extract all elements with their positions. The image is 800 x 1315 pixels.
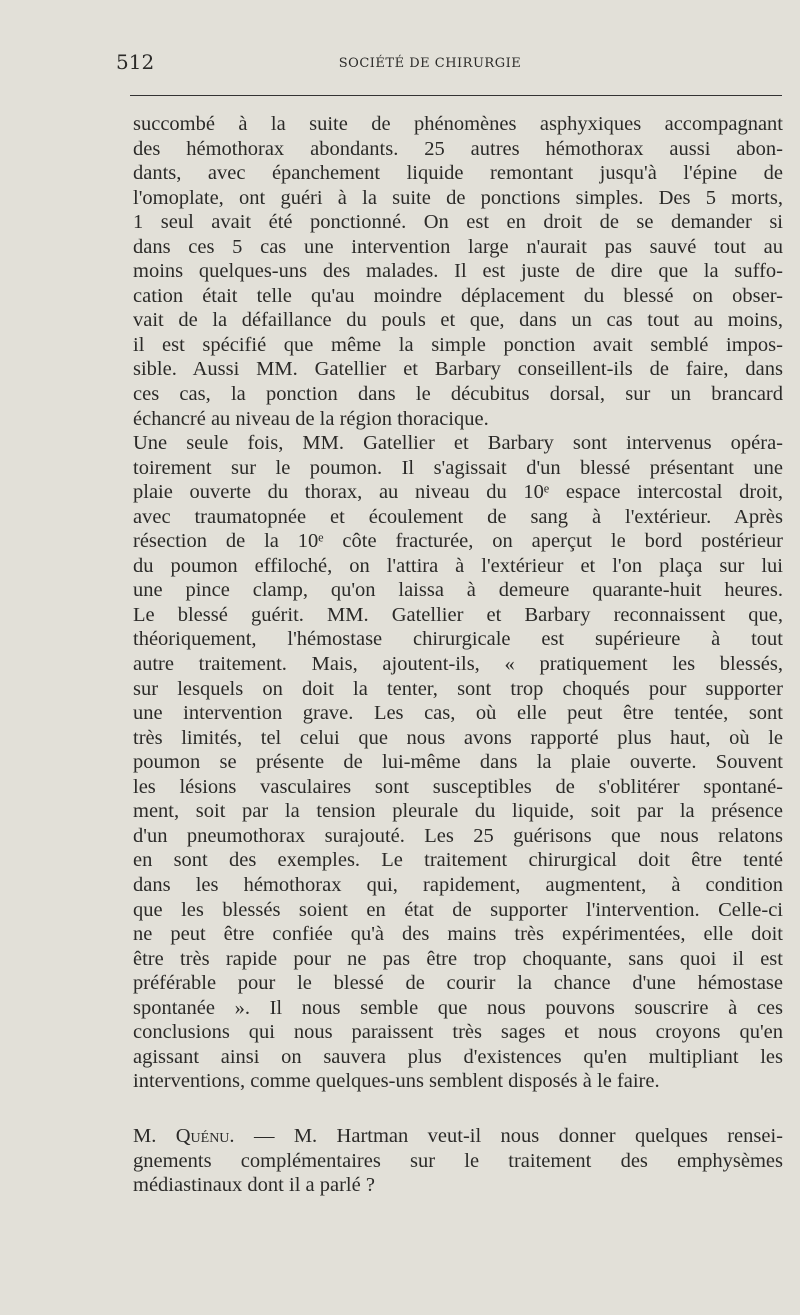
body-text xyxy=(133,112,783,1094)
text-line: préférable pour le blessé de courir la chance d'une hémostase xyxy=(133,972,783,995)
text-line: être très rapide pour ne pas être trop choquante, sans quoi il est xyxy=(133,947,783,970)
text-line: les lésions vasculaires sont susceptibles de s'oblitérer spontané- xyxy=(133,775,783,798)
text-line: succombé à la suite de phénomènes asphyxiques accompagnant xyxy=(133,113,783,135)
text-line: spontanée ». Il nous semble que nous pouvons souscrire à ces xyxy=(133,996,783,1019)
text-line: sible. Aussi MM. Gatellier et Barbary conseillent-ils de faire, dans xyxy=(133,358,783,381)
speaker-name: M. Quénu. xyxy=(133,1125,235,1147)
text-line: il est spécifié que même la simple ponction avait semblé impos- xyxy=(133,333,783,356)
text-line: ne peut être confiée qu'à des mains très expérimentées, elle doit xyxy=(133,923,783,946)
text-line: Le blessé guérit. MM. Gatellier et Barbary reconnaissent que, xyxy=(133,603,783,626)
text-line: des hémothorax abondants. 25 autres hémothorax aussi abon- xyxy=(133,137,783,160)
text-line: conclusions qui nous paraissent très sages et nous croyons qu'en xyxy=(133,1021,783,1044)
running-title: SOCIÉTÉ DE CHIRURGIE xyxy=(338,56,522,71)
text-line: cation était telle qu'au moindre déplacement du blessé on obser- xyxy=(133,284,783,307)
text-line: sur lesquels on doit la tenter, sont trop choqués pour supporter xyxy=(133,677,783,700)
text-line: d'un pneumothorax surajouté. Les 25 guérisons que nous relatons xyxy=(133,824,783,847)
text-line: en sont des exemples. Le traitement chirurgical doit être tenté xyxy=(133,849,783,872)
text-line: l'omoplate, ont guéri à la suite de ponctions simples. Des 5 morts, xyxy=(133,186,783,209)
text-line: interventions, comme quelques-uns semblent disposés à le faire. xyxy=(133,1070,660,1093)
text-line: vait de la défaillance du pouls et que, dans un cas tout au moins, xyxy=(133,309,783,332)
text-line: très limités, tel celui que nous avons rapporté plus haut, où le xyxy=(133,726,783,749)
text-line: échancré au niveau de la région thoracique. xyxy=(133,407,489,430)
text-line: avec traumatopnée et écoulement de sang à l'extérieur. Après xyxy=(133,505,783,528)
text-line: dants, avec épanchement liquide remontant jusqu'à l'épine de xyxy=(133,162,783,185)
text-line: résection de la 10ᵉ côte fracturée, on aperçut le bord postérieur xyxy=(133,530,783,553)
text-line: toirement sur le poumon. Il s'agissait d'un blessé présentant une xyxy=(133,456,783,479)
text-line: ces cas, la ponction dans le décubitus dorsal, sur un brancard xyxy=(133,383,783,406)
text-line: une pince clamp, qu'on laissa à demeure quarante-huit heures. xyxy=(133,579,783,602)
text-line-content: — M. Hartman veut-il nous donner quelques rensei- xyxy=(234,1125,784,1147)
text-line: agissant ainsi on sauvera plus d'existences qu'en multipliant les xyxy=(133,1045,783,1068)
text-line: moins quelques-uns des malades. Il est juste de dire que la suffo- xyxy=(133,260,783,283)
text-line: autre traitement. Mais, ajoutent-ils, « pratiquement les blessés, xyxy=(133,653,783,676)
page-number: 512 xyxy=(116,50,155,74)
discussion-paragraph xyxy=(133,1124,783,1198)
text-line: dans les hémothorax qui, rapidement, augmentent, à condition xyxy=(133,873,783,896)
text-line: plaie ouverte du thorax, au niveau du 10ᵉ espace intercostal droit, xyxy=(133,481,783,504)
text-line: gnements complémentaires sur le traitement des emphysèmes xyxy=(133,1149,783,1172)
text-line: poumon se présente de lui-même dans la plaie ouverte. Souvent xyxy=(133,751,783,774)
text-line: dans ces 5 cas une intervention large n'aurait pas sauvé tout au xyxy=(133,235,783,258)
text-line xyxy=(133,1124,783,1149)
text-line: médiastinaux dont il a parlé ? xyxy=(133,1174,375,1197)
text-line: Une seule fois, MM. Gatellier et Barbary sont intervenus opéra- xyxy=(133,432,783,455)
text-line: ment, soit par la tension pleurale du liquide, soit par la présence xyxy=(133,800,783,823)
header-rule xyxy=(130,95,782,96)
text-line: que les blessés soient en état de supporter l'intervention. Celle-ci xyxy=(133,898,783,921)
text-line: théoriquement, l'hémostase chirurgicale est supérieure à tout xyxy=(133,628,783,651)
text-line: une intervention grave. Les cas, où elle peut être tentée, sont xyxy=(133,702,783,725)
text-line: du poumon effiloché, on l'attira à l'extérieur et l'on plaça sur lui xyxy=(133,554,783,577)
text-line: 1 seul avait été ponctionné. On est en droit de se demander si xyxy=(133,211,783,234)
